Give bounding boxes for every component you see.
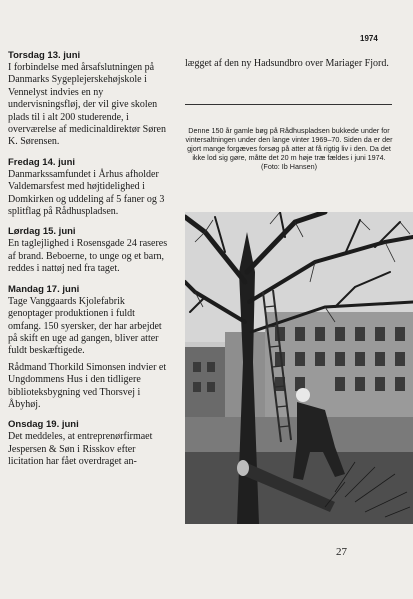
entry-fredag [8, 157, 170, 219]
left-column [8, 50, 170, 477]
photo-caption: Denne 150 år gamle bøg på Rådhuspladsen bukkede under for vintersaltningen under den lange vinter 1969–70. Siden da er der gjort mange forgæves forsøg på atter at få rigtig liv i den. Da det ikke lod sig gøre, måtte det 20 m høje træ fældes i juni 1974. (Foto: Ib Hansen) [185, 126, 393, 171]
entry-text: Det meddeles, at entreprenørfirmaet Jespersen & Søn i Risskov efter licitation har fået overdraget an- [8, 431, 153, 468]
year-header: 1974 [360, 34, 378, 43]
entry-mandag [8, 284, 170, 412]
entry-text: I forbindelse med årsafslutningen på Danmarks Sygeplejerskehøjskole i Vennelyst indvies en ny undervisningsfløj, der vil give skolen plads til i alt 200 studerende, i overværelse af medicinaldirektør Søren K. Sørensen. [8, 62, 166, 148]
entry-text: En taglejlighed i Rosensgade 24 raseres af brand. Beboerne, to unge og et barn, reddes i nattøj ned fra taget. [8, 238, 168, 275]
right-column [185, 58, 393, 70]
entry-date: Mandag 17. juni [8, 283, 80, 295]
entry-torsdag [8, 50, 170, 149]
entry-text-second: Rådmand Thorkild Simonsen indvier et Ungdommens Hus i den tidligere biblioteksbygning ved Thorsvej i Åbyhøj. [8, 361, 167, 410]
entry-date: Fredag 14. juni [8, 156, 76, 168]
entry-date: Torsdag 13. juni [8, 50, 81, 61]
divider-rule [185, 104, 392, 105]
entry-text: Danmarkssamfundet i Århus afholder Valdemarsfest med højtidelighed i Domkirken og uddeling af 5 faner og 3 splitflag på Rådhuspladsen. [8, 168, 165, 218]
continuation-text: lægget af den ny Hadsundbro over Mariager Fjord. [185, 58, 389, 69]
entry-loerdag [8, 226, 170, 275]
entry-date: Onsdag 19. juni [8, 419, 79, 431]
entry-onsdag [8, 419, 170, 468]
tree-felling-photo [185, 212, 413, 524]
entry-text: Tage Vanggaards Kjolefabrik genoptager produktionen i fuldt omfang. 150 syersker, der har arbejdet på skift en uge ad gangen, bliver atter fuldt beskæftigede. [8, 295, 162, 357]
entry-date: Lørdag 15. juni [8, 226, 76, 238]
page-number: 27 [336, 546, 347, 558]
